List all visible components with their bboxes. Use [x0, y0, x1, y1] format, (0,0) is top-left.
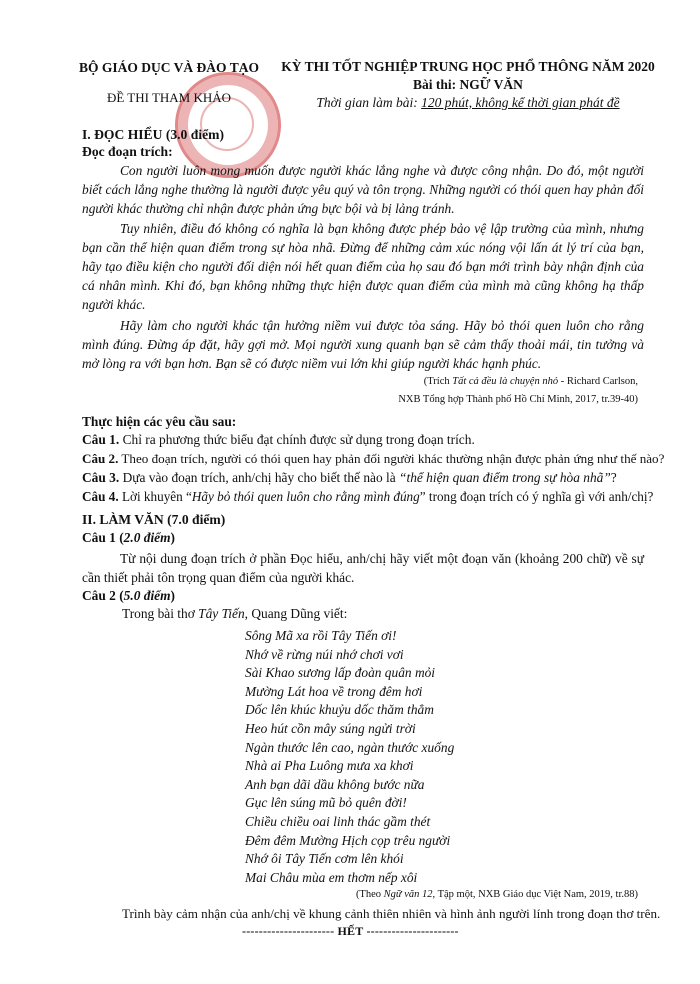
essay-question-2-end: ) — [170, 588, 176, 603]
exam-time — [268, 94, 668, 112]
question-3 — [82, 470, 617, 486]
question-3-end: ? — [610, 470, 617, 485]
question-1-label: Câu 1. — [82, 432, 120, 447]
essay-question-1-heading — [82, 530, 175, 546]
excerpt-label: Đọc đoạn trích: — [82, 144, 173, 159]
essay-question-2-heading — [82, 588, 175, 604]
poem-excerpt — [245, 627, 454, 887]
header-right — [268, 58, 668, 112]
source-prefix: (Trích — [423, 376, 453, 387]
poem-intro-prefix: Trong bài thơ — [122, 606, 199, 621]
exam-type: ĐỀ THI THAM KHẢO — [106, 90, 232, 105]
excerpt-paragraph-3: Hãy làm cho người khác tận hưởng niềm vui được tỏa sáng. Hãy bỏ thói quen luôn cho rằng mình đúng. Đừng áp đặt, hãy gợi mở. Mọi người xung quanh bạn sẽ cảm thấy thoải mái, tin tưởng và mở lòng ra với bạn hơn. Bạn sẽ có được niềm vui lớn khi giúp người khác hạnh phúc. — [82, 318, 644, 371]
question-4-quote: Hãy bỏ thói quen luôn cho rằng mình đúng — [191, 489, 420, 504]
essay-question-2-label: Câu 2 ( — [82, 588, 124, 603]
question-3-quote: “thể hiện quan điểm trong sự hòa nhã” — [399, 470, 611, 485]
question-3-text: Dựa vào đoạn trích, anh/chị hãy cho biết thế nào là — [119, 470, 400, 485]
exam-subject: Bài thi: NGỮ VĂN — [413, 77, 523, 92]
poem-line: Anh bạn dãi dầu không bước nữa — [245, 776, 425, 792]
question-2 — [82, 451, 664, 467]
question-4-end: ” trong đoạn trích có ý nghĩa gì với anh/chị? — [419, 489, 654, 504]
essay-question-1-score: 2.0 điểm — [123, 530, 171, 545]
question-2-label: Câu 2. — [82, 451, 119, 466]
question-4-label: Câu 4. — [82, 489, 119, 504]
tasks-title: Thực hiện các yêu cầu sau: — [82, 414, 237, 429]
source-author: - Richard Carlson, — [558, 376, 638, 387]
essay-question-1-end: ) — [170, 530, 176, 545]
poem-source-book: Ngữ văn 12 — [383, 889, 433, 900]
poem-line: Sông Mã xa rồi Tây Tiến ơi! — [245, 628, 397, 643]
poem-title: Tây Tiến — [198, 606, 245, 621]
question-4-text: Lời khuyên “ — [118, 489, 192, 504]
essay-question-2-task: Trình bày cảm nhận của anh/chị về khung cảnh thiên nhiên và hình ảnh người lính trong đoạn thơ trên. — [122, 906, 661, 921]
poem-line: Gục lên súng mũ bỏ quên đời! — [245, 795, 407, 811]
exam-time-duration: 120 phút, không kể thời gian phát đề — [421, 95, 620, 110]
poem-source-prefix: (Theo — [355, 889, 384, 900]
poem-intro — [122, 606, 347, 622]
question-1 — [82, 432, 475, 448]
essay-question-2-score: 5.0 điểm — [123, 588, 171, 603]
poem-line: Chiều chiều oai linh thác gầm thét — [245, 813, 431, 829]
poem-line: Nhà ai Pha Luông mưa xa khơi — [245, 758, 414, 774]
poem-line: Đêm đêm Mường Hịch cọp trêu người — [245, 832, 451, 848]
poem-source-suffix: , Tập một, NXB Giáo dục Việt Nam, 2019, tr.88) — [432, 889, 638, 900]
end-marker: ---------------------- HẾT ---------------------- — [242, 924, 459, 938]
ministry-name: BỘ GIÁO DỤC VÀ ĐÀO TẠO — [79, 60, 259, 75]
section1-title: I. ĐỌC HIỂU (3.0 điểm) — [82, 127, 224, 142]
excerpt-paragraph-2: Tuy nhiên, điều đó không có nghĩa là bạn không được phép bảo vệ lập trường của mình, nhưng bạn cần thể hiện quan điểm trong sự hòa nhã. Đừng để những cảm xúc nóng vội lấn át lý trí của bạn, hãy tạo điều kiện cho người đối diện nói hết quan điểm của họ sau đó bạn mới trình bày nhận định của cá nhân mình. Khi đó, bạn không những thực hiện được quan điểm của mình mà cũng không hạ thấp người khác. — [82, 221, 644, 312]
header-left — [74, 60, 264, 106]
excerpt-paragraph-1: Con người luôn mong muốn được người khác lắng nghe và được công nhận. Do đó, một người biết cách lắng nghe thường là người được yêu quý và tôn trọng. Những người có thói quen hay phản đối người khác thường chỉ nhận được phản ứng bực bội và bị lảng tránh. — [82, 163, 644, 216]
poem-line: Heo hút cồn mây súng ngửi trời — [245, 720, 416, 736]
poem-line: Nhớ về rừng núi nhớ chơi vơi — [245, 646, 404, 662]
question-2-text: Theo đoạn trích, người có thói quen hay phản đối người khác thường nhận được phản ứng như thế nào? — [118, 451, 665, 466]
exam-title: KỲ THI TỐT NGHIỆP TRUNG HỌC PHỔ THÔNG NĂM 2020 — [281, 59, 655, 74]
section2-title: II. LÀM VĂN (7.0 điểm) — [82, 512, 226, 527]
essay-question-1-label: Câu 1 ( — [82, 530, 124, 545]
source-book-title: Tất cả đều là chuyện nhỏ — [452, 376, 559, 387]
poem-line: Mai Châu mùa em thơm nếp xôi — [245, 869, 418, 885]
excerpt-source-line2: NXB Tổng hợp Thành phố Hồ Chí Minh, 2017, tr.39-40) — [398, 394, 638, 405]
poem-line: Dốc lên khúc khuỷu dốc thăm thẳm — [245, 702, 434, 718]
poem-line: Mường Lát hoa về trong đêm hơi — [245, 683, 423, 699]
poem-line: Nhớ ôi Tây Tiến cơm lên khói — [245, 851, 404, 867]
poem-line: Sài Khao sương lấp đoàn quân mỏi — [245, 665, 436, 681]
excerpt-source-line1 — [380, 376, 638, 387]
question-1-text: Chỉ ra phương thức biểu đạt chính được sử dụng trong đoạn trích. — [119, 432, 475, 447]
poem-source — [300, 889, 638, 900]
essay-question-1-text: Từ nội dung đoạn trích ở phần Đọc hiểu, anh/chị hãy viết một đoạn văn (khoảng 200 chữ) về sự cần thiết phải tôn trọng quan điểm của người khác. — [82, 551, 644, 585]
poem-line: Ngàn thước lên cao, ngàn thước xuống — [245, 739, 455, 755]
poem-intro-suffix: , Quang Dũng viết: — [244, 606, 348, 621]
question-3-label: Câu 3. — [82, 470, 120, 485]
exam-time-prefix: Thời gian làm bài: — [316, 95, 422, 110]
question-4 — [82, 489, 653, 505]
